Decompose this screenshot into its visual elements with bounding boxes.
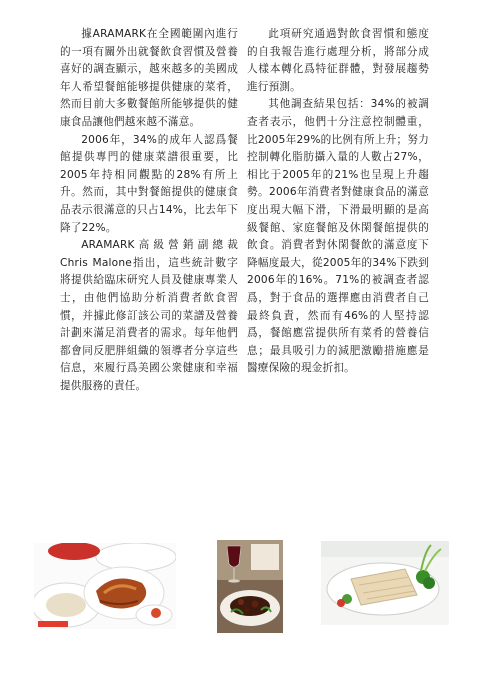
right-column	[247, 26, 429, 378]
paragraph: ARAMARK高級營銷副總裁Chris Malone指出，這些統計數字將提供給臨床研究人員及健康專業人士，由他們協助分析消費者飲食習慣，并據此修訂該公司的菜譜及營養計劃來滿足消費者的需求。每年他們都會同反肥胖組織的領導者分享這些信息，來履行爲美國公衆健康和幸福提供服務的責任。	[60, 239, 238, 392]
left-column	[60, 26, 238, 395]
paragraph: 2006年，34%的成年人認爲餐館提供專門的健康菜譜很重要，比2005年持相同觀點的28%有所上升。然而，其中對餐館提供的健康食品表示很滿意的只占14%，比去年下降了22%。	[60, 133, 238, 234]
paragraph: 其他調查結果包括：34%的被調查者表示，他們十分注意控制體重，比2005年29%的比例有所上升；努力控制轉化脂肪攝入量的人數占27%，相比于2005年的21%也呈現上升趨勢。2006年消費者對健康食品的滿意度出現大幅下滑，下滑最明顯的是高級餐館、家庭餐館及休閑餐館提供的飲食。消費者對休閑餐飲的滿意度下降幅度最大，從2005年的34%下跌到2006年的16%。71%的被調查者認爲，對于食品的選擇應由消費者自己最終負責，然而有46%的人堅持認爲，餐館應當提供所有菜肴的營養信息；最具吸引力的減肥激勵措施應是醫療保險的現金折扣。	[247, 98, 429, 375]
paragraph: 據ARAMARK在全國範圍內進行的一項有關外出就餐飲食習慣及營養喜好的調查顯示，越來越多的美國成年人希望餐館能够提供健康的菜肴，然而目前大多數餐館所能够提供的健康食品讓他們越來越不滿意。	[60, 28, 238, 128]
roast-duck-photo	[34, 543, 176, 629]
wine-and-dish-photo	[217, 540, 283, 633]
seafood-platter-photo	[321, 541, 449, 625]
paragraph: 此項研究通過對飲食習慣和態度的自我報告進行處理分析，將部分成人樣本轉化爲特征群體，對發展趨勢進行預測。	[247, 28, 429, 93]
